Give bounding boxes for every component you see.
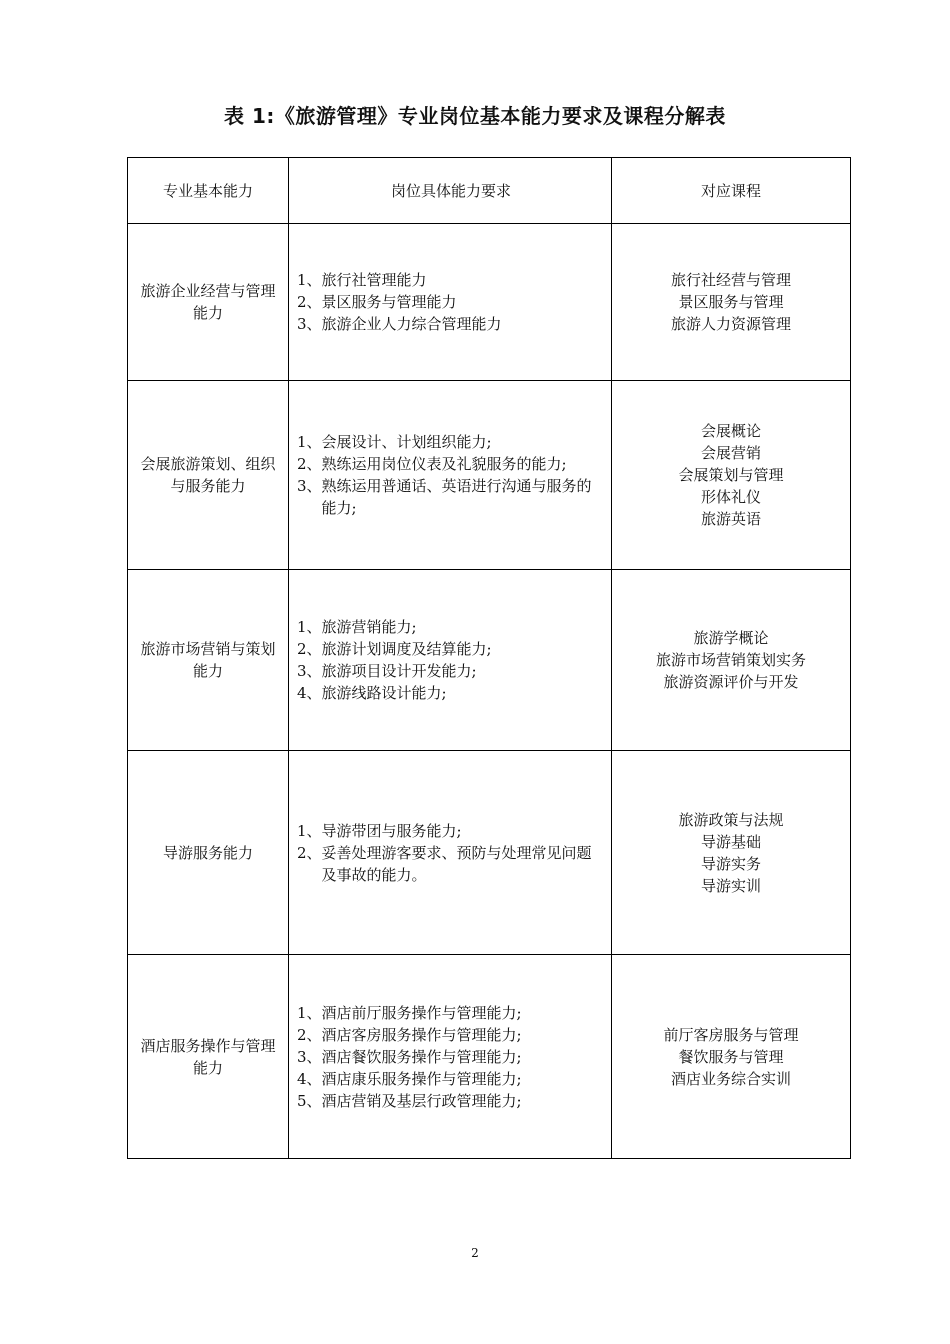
requirement-item [297,638,605,660]
requirements-cell [289,955,612,1159]
requirement-item [297,660,605,682]
requirement-text: 酒店康乐服务操作与管理能力; [321,1069,522,1088]
requirement-number: 1、 [297,821,322,840]
requirement-text: 熟练运用普通话、英语进行沟通与服务的能力; [321,477,592,517]
requirements-list [297,820,605,886]
requirement-text: 景区服务与管理能力 [321,293,457,311]
requirement-item [297,453,605,475]
header-requirements: 岗位具体能力要求 [289,158,612,224]
table-row [128,381,851,570]
courses-cell [612,955,851,1159]
course-item: 导游实训 [700,876,761,895]
course-item: 旅行社经营与管理 [670,271,791,289]
course-item: 导游实务 [700,854,761,873]
requirement-number: 1、 [297,1003,322,1022]
requirement-item [297,616,605,638]
course-item: 酒店业务综合实训 [670,1069,791,1088]
requirement-item [297,682,605,704]
requirements-cell [289,751,612,955]
course-item: 旅游资源评价与开发 [663,673,799,691]
requirement-number: 1、 [297,618,322,636]
ability-cell: 会展旅游策划、组织与服务能力 [128,381,289,570]
requirement-text: 旅游计划调度及结算能力; [321,640,492,658]
course-item: 餐饮服务与管理 [678,1047,784,1066]
requirement-item [297,475,605,519]
requirement-number: 4、 [297,1069,322,1088]
requirements-cell [289,381,612,570]
course-item: 旅游市场营销策划实务 [655,651,806,669]
page-number: 2 [471,1246,479,1260]
course-item: 旅游人力资源管理 [670,315,791,333]
requirement-number: 2、 [297,293,322,311]
requirement-text: 熟练运用岗位仪表及礼貌服务的能力; [321,455,567,473]
requirement-item [297,269,605,291]
requirement-number: 2、 [297,640,322,658]
requirement-number: 2、 [297,843,322,862]
ability-cell: 旅游市场营销与策划能力 [128,570,289,751]
requirement-item [297,313,605,335]
requirement-number: 3、 [297,1047,322,1066]
requirement-item [297,842,605,886]
requirement-number: 1、 [297,433,322,451]
courses-cell [612,570,851,751]
requirement-text: 会展设计、计划组织能力; [321,433,492,451]
course-item: 形体礼仪 [700,488,761,506]
course-item: 导游基础 [700,832,761,851]
requirement-number: 3、 [297,315,322,333]
ability-cell: 导游服务能力 [128,751,289,955]
course-item: 旅游政策与法规 [678,810,784,829]
requirement-item [297,1002,605,1024]
requirement-item [297,1090,605,1112]
course-item: 景区服务与管理 [678,293,784,311]
course-item: 会展概论 [700,422,761,440]
ability-course-table [127,157,851,1159]
requirement-text: 妥善处理游客要求、预防与处理常见问题及事故的能力。 [321,843,592,884]
course-item: 会展营销 [700,444,761,462]
course-item: 旅游英语 [700,510,761,528]
requirement-text: 旅游企业人力综合管理能力 [321,315,502,333]
courses-cell [612,751,851,955]
requirements-list [297,1002,605,1112]
ability-cell: 酒店服务操作与管理能力 [128,955,289,1159]
requirement-number: 3、 [297,662,322,680]
requirements-cell [289,224,612,381]
table-row [128,955,851,1159]
table-header-row [128,158,851,224]
table-row [128,224,851,381]
requirement-item [297,1068,605,1090]
requirement-text: 酒店营销及基层行政管理能力; [321,1091,522,1110]
courses-cell [612,381,851,570]
requirement-text: 酒店前厅服务操作与管理能力; [321,1003,522,1022]
requirement-item [297,1046,605,1068]
requirement-item [297,1024,605,1046]
requirement-number: 4、 [297,684,322,702]
document-title: 表 1:《旅游管理》专业岗位基本能力要求及课程分解表 [224,104,726,128]
course-item: 旅游学概论 [693,629,769,647]
requirements-list [297,616,605,704]
requirement-text: 酒店餐饮服务操作与管理能力; [321,1047,522,1066]
requirement-text: 旅游项目设计开发能力; [321,662,477,680]
requirements-list [297,431,605,519]
requirement-text: 酒店客房服务操作与管理能力; [321,1025,522,1044]
requirement-number: 2、 [297,455,322,473]
table-body [128,224,851,1159]
requirement-item [297,431,605,453]
requirement-number: 5、 [297,1091,322,1110]
requirements-cell [289,570,612,751]
ability-cell: 旅游企业经营与管理能力 [128,224,289,381]
requirement-number: 1、 [297,271,322,289]
requirement-item [297,291,605,313]
requirement-item [297,820,605,842]
requirements-list [297,269,605,335]
header-courses: 对应课程 [612,158,851,224]
requirement-number: 3、 [297,477,322,495]
requirement-text: 导游带团与服务能力; [321,821,462,840]
requirement-text: 旅游线路设计能力; [321,684,447,702]
table-row [128,570,851,751]
header-ability: 专业基本能力 [128,158,289,224]
requirement-text: 旅游营销能力; [321,618,417,636]
course-item: 会展策划与管理 [678,466,784,484]
courses-cell [612,224,851,381]
requirement-text: 旅行社管理能力 [321,271,427,289]
course-item: 前厅客房服务与管理 [663,1025,799,1044]
requirement-number: 2、 [297,1025,322,1044]
table-row [128,751,851,955]
